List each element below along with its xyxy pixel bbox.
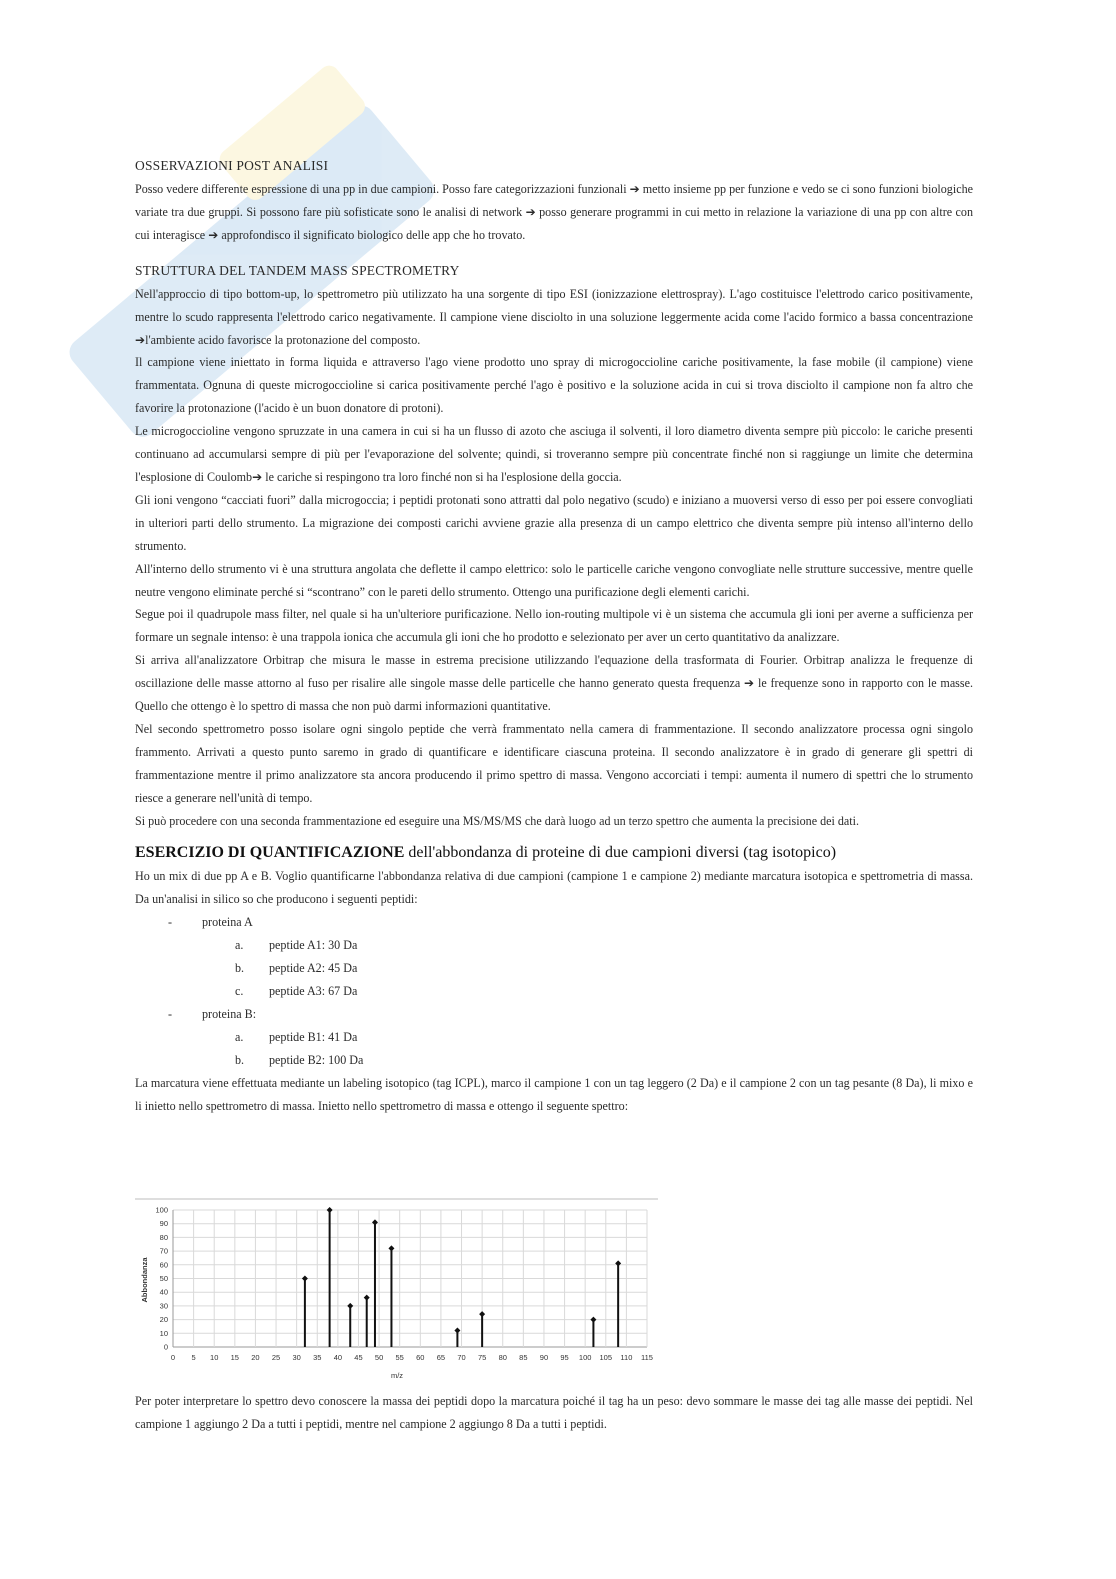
list-letter: b. (235, 1052, 245, 1067)
list-item-peptide (135, 980, 973, 1003)
y-tick-label: 100 (155, 1205, 168, 1215)
x-tick-label: 75 (477, 1353, 487, 1362)
x-tick-label: 25 (271, 1353, 281, 1362)
x-tick-label: 110 (620, 1353, 633, 1362)
paragraph-iniezione: Il campione viene iniettato in forma liquida e attraverso l'ago viene prodotto uno spray di microgoccioline cariche positivamente, la fase mobile (il campione) viene frammentata. Ognuna di queste microgoccioline si carica positivamente perché l'ago è positivo e la soluzione acida in cui si trova disciolto il campione non fa altro che favorire la protonazione (l'acido è un buon donatore di protoni). (135, 355, 973, 416)
x-tick-label: 80 (498, 1353, 507, 1362)
spectrum-peak-marker (590, 1317, 596, 1323)
x-axis-label: m/z (390, 1371, 404, 1380)
x-tick-label: 40 (333, 1353, 343, 1362)
spectrum-peak-marker (615, 1260, 621, 1266)
peptide-text: peptide A1: 30 Da (269, 938, 358, 953)
spectrum-peak-marker (388, 1245, 394, 1251)
y-tick-label: 30 (159, 1301, 168, 1311)
x-tick-label: 115 (641, 1353, 653, 1362)
y-tick-label: 90 (159, 1219, 168, 1229)
peptide-list (202, 934, 973, 1003)
paragraph-ioni: Gli ioni vengono “cacciati fuori” dalla microgoccia; i peptidi protonati sono attratti dal polo negativo (scudo) e iniziano a muoversi verso di esso per poi essere convogliati in ulteriori parti dello strumento. La migrazione dei composti carichi avviene grazie alla presenza di un campo elettrico che diventa sempre più intenso all'interno dello strumento. (135, 492, 973, 553)
paragraph-ms-ms-ms: Si può procedere con una seconda frammentazione ed eseguire una MS/MS/MS che darà luogo ad un terzo spettro che aumenta la precisione dei dati. (135, 813, 860, 828)
x-tick-label: 60 (416, 1353, 425, 1362)
document-body (135, 158, 973, 1117)
x-tick-label: 105 (599, 1353, 613, 1362)
y-tick-label: 50 (159, 1274, 168, 1283)
x-tick-label: 95 (560, 1353, 569, 1362)
section-title-osservazioni: OSSERVAZIONI POST ANALISI (135, 158, 329, 173)
x-tick-label: 45 (354, 1353, 363, 1362)
document-body-continued (135, 1390, 973, 1436)
list-letter: c. (235, 984, 244, 998)
spectrum-peak-marker (364, 1295, 370, 1301)
y-tick-label: 60 (159, 1260, 168, 1270)
x-tick-label: 90 (539, 1353, 549, 1362)
list-item-peptide (135, 957, 973, 980)
spectrum-peak-marker (479, 1311, 485, 1317)
x-tick-label: 30 (292, 1353, 301, 1362)
spectrum-peak-marker (454, 1328, 460, 1334)
list-bullet: - (168, 1006, 173, 1021)
x-tick-label: 65 (436, 1353, 446, 1362)
list-letter: a. (235, 938, 244, 953)
x-tick-label: 0 (170, 1353, 176, 1362)
y-tick-label: 80 (159, 1232, 168, 1242)
paragraph-intro-esercizio: Ho un mix di due pp A e B. Voglio quantificarne l'abbondanza relativa di due campioni (campione 1 e campione 2) mediante marcatura isotopica e spettrometria di massa. Da un'analisi in silico so che producono i seguenti peptidi: (135, 869, 973, 907)
peptide-text: peptide A2: 45 Da (269, 961, 358, 976)
list-bullet: - (168, 915, 173, 930)
y-tick-label: 10 (159, 1328, 168, 1338)
list-item-protein-b (135, 1003, 973, 1072)
spectrum-peak-marker (372, 1219, 378, 1225)
list-item-protein-a (135, 911, 973, 1003)
section-title-esercizio (135, 844, 973, 862)
section-title-esercizio-bold: ESERCIZIO DI QUANTIFICAZIONE (135, 844, 405, 862)
list-letter: b. (235, 961, 245, 976)
mass-spectrum-chart (135, 1196, 660, 1381)
spectrum-peak-marker (347, 1303, 353, 1309)
x-tick-label: 100 (578, 1353, 592, 1362)
list-item-peptide (135, 1026, 973, 1049)
paragraph-osservazioni: Posso vedere differente espressione di una pp in due campioni. Posso fare categorizzazioni funzionali ➔ metto insieme pp per funzione e vedo se ci sono funzioni biologiche variate tra due gruppi. Si possono fare più sofisticate sono le analisi di network ➔ posso generare programmi in cui metto in relazione la variazione di una pp con altre con cui interagisce ➔ approfondisco il significato biologico delle app che ho trovato. (135, 182, 973, 242)
spectrum-peak-marker (302, 1276, 308, 1282)
protein-list (135, 911, 973, 1071)
peptide-text: peptide B1: 41 Da (269, 1029, 358, 1044)
y-tick-label: 0 (163, 1342, 168, 1352)
x-tick-label: 70 (457, 1353, 466, 1362)
list-item-peptide (135, 934, 973, 957)
y-axis (155, 1206, 173, 1352)
y-tick-label: 20 (159, 1315, 168, 1325)
spectrum-svg (135, 1196, 660, 1381)
protein-name: proteina B: (202, 1006, 257, 1021)
peptide-text: peptide A3: 67 Da (269, 984, 358, 998)
y-axis-label: Abbondanza (140, 1257, 149, 1303)
list-item-peptide (135, 1049, 973, 1072)
y-tick-label: 40 (159, 1287, 168, 1297)
chart-grid (173, 1210, 647, 1347)
y-tick-label: 70 (159, 1246, 168, 1256)
section-title-esercizio-rest: dell'abbondanza di proteine di due campioni diversi (tag isotopico) (404, 844, 837, 862)
paragraph-struttura-angolata: All'interno dello strumento vi è una struttura angolata che deflette il campo elettrico: solo le particelle cariche vengono convogliate nelle strutture successive, mentre quelle neutre vengono eliminate perché si “scontrano” con le pareti dello strumento. Ottengo una purificazione degli elementi carichi. (135, 561, 973, 599)
paragraph-esi: Nell'approccio di tipo bottom-up, lo spettrometro più utilizzato ha una sorgente di tipo ESI (ionizzazione elettrospray). L'ago costituisce l'elettrodo carico positivamente, mentre lo scudo rappresenta l'elettrodo carico negativamente. Il campione viene disciolto in una soluzione leggermente acida come l'acido formico a bassa concentrazione ➔l'ambiente acido favorisce la protonazione del composto. (135, 286, 973, 347)
x-tick-label: 20 (251, 1353, 260, 1362)
x-tick-label: 10 (210, 1353, 219, 1362)
x-axis (171, 1353, 653, 1362)
paragraph-secondo-spettrometro: Nel secondo spettrometro posso isolare ogni singolo peptide che verrà frammentato nella camera di frammentazione. Il secondo analizzatore processa ogni singolo frammento. Arrivati a questo punto saremo in grado di quantificare e identificare ciascuna proteina. Il secondo analizzatore è in grado di generare gli spettri di frammentazione mentre il primo analizzatore sta ancora producendo il primo spettro di massa. Vengono accorciati i tempi: aumenta il numero di spettri che lo strumento riesce a generare nell'unità di tempo. (135, 721, 973, 805)
peptide-list (202, 1026, 973, 1072)
x-tick-label: 5 (191, 1353, 196, 1362)
paragraph-labeling: La marcatura viene effettuata mediante un labeling isotopico (tag ICPL), marco il campione 1 con un tag leggero (2 Da) e il campione 2 con un tag pesante (8 Da), li mixo e li inietto nello spettrometro di massa. Inietto nello spettrometro di massa e ottengo il seguente spettro: (135, 1075, 973, 1113)
list-letter: a. (235, 1029, 244, 1044)
paragraph-orbitrap: Si arriva all'analizzatore Orbitrap che misura le masse in estrema precisione utilizzando l'equazione della trasformata di Fourier. Orbitrap analizza le frequenze di oscillazione delle masse attorno al fuso per risalire alle singole masse delle particelle che hanno generato questa frequenza ➔ le frequenze sono in rapporto con le masse. Quello che ottengo è lo spettro di massa che non può darmi informazioni quantitative. (135, 653, 973, 714)
paragraph-quadrupole: Segue poi il quadrupole mass filter, nel quale si ha un'ulteriore purificazione. Nello ion-routing multipole vi è un sistema che accumula gli ioni per averne a sufficienza per formare un segnale intenso: è una trappola ionica che accumula gli ioni che ho prodotto e selezionato per aver un certo quantitativo da analizzare. (135, 607, 973, 645)
peptide-text: peptide B2: 100 Da (269, 1052, 364, 1067)
spectrum-peak-marker (327, 1207, 333, 1213)
paragraph-interpretazione: Per poter interpretare lo spettro devo conoscere la massa dei peptidi dopo la marcatura poiché il tag ha un peso: devo sommare le masse dei tag alle masse dei peptidi. Nel campione 1 aggiungo 2 Da a tutti i peptidi, mentre nel campione 2 aggiungo 8 Da a tutti i peptidi. (135, 1394, 973, 1431)
paragraph-microgoccioline: Le microgoccioline vengono spruzzate in una camera in cui si ha un flusso di azoto che asciuga il solventi, il loro diametro diventa sempre più piccolo: le cariche presenti continuano ad accumularsi sempre di più per l'evaporazione del solvente; quindi, si troveranno sempre più concentrate finché non si raggiunge un limite che determina l'esplosione di Coulomb➔ le cariche si respingono tra loro finché non si ha l'esplosione della goccia. (135, 424, 973, 484)
x-tick-label: 55 (395, 1353, 404, 1362)
x-tick-label: 50 (374, 1353, 384, 1362)
x-tick-label: 85 (519, 1353, 528, 1362)
section-title-tandem: STRUTTURA DEL TANDEM MASS SPECTROMETRY (135, 262, 460, 278)
x-tick-label: 35 (313, 1353, 322, 1362)
x-tick-label: 15 (230, 1353, 239, 1362)
protein-name: proteina A (202, 915, 253, 930)
